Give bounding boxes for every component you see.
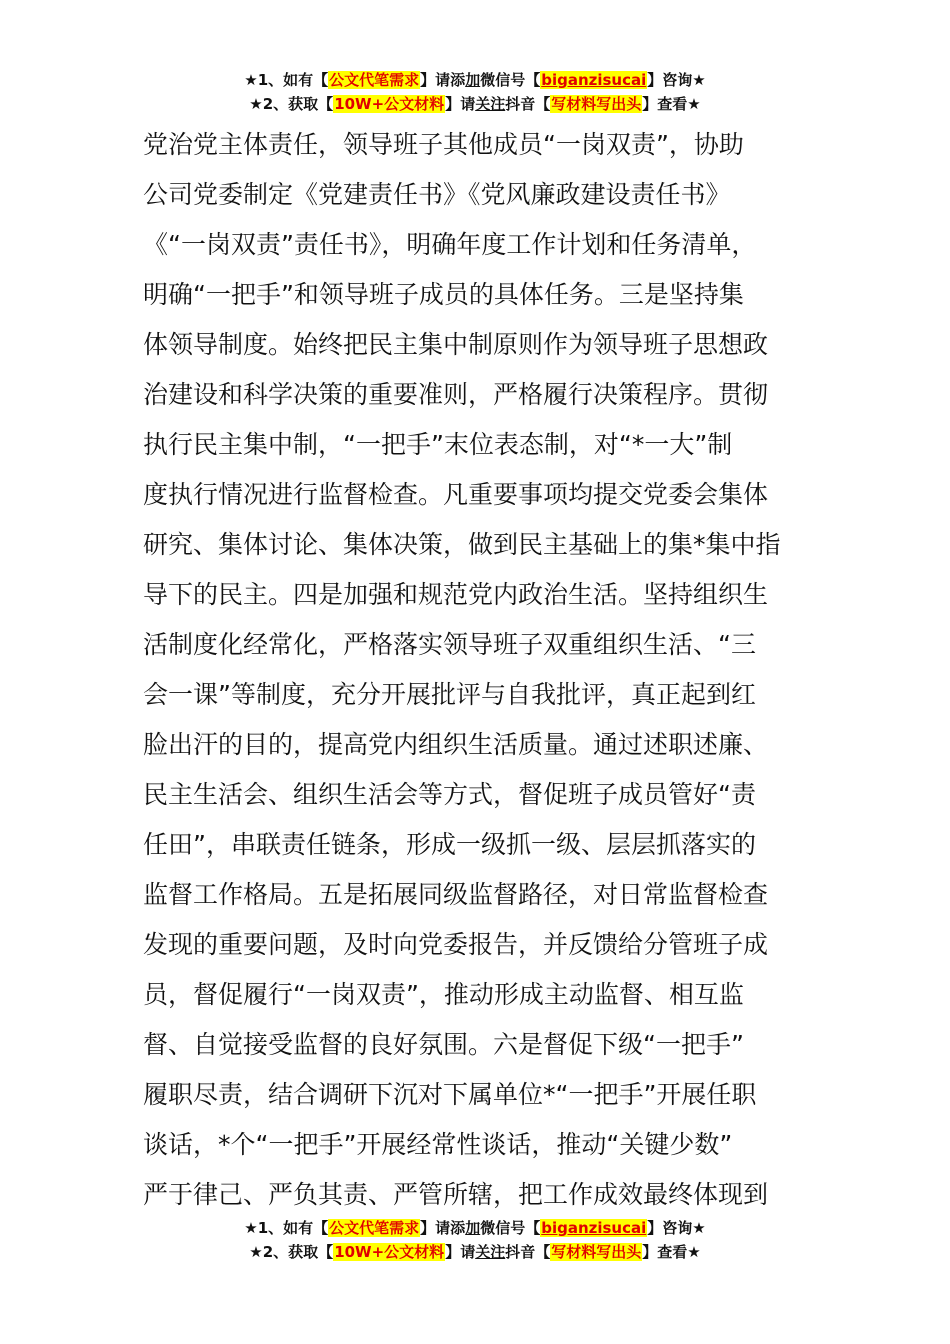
body-line: 督、自觉接受监督的良好氛围。六是督促下级“一把手”	[143, 1030, 744, 1059]
body-line: 任田”，串联责任链条，形成一级抓一级、层层抓落实的	[143, 830, 756, 859]
body-line: 治建设和科学决策的重要准则，严格履行决策程序。贯彻	[143, 380, 769, 409]
body-line: 监督工作格局。五是拓展同级监督路径，对日常监督检查	[143, 880, 769, 909]
body-line: 公司党委制定《党建责任书》《党风廉政建设责任书》	[143, 180, 731, 209]
body-line: 党治党主体责任，领导班子其他成员“一岗双责”，协助	[143, 130, 744, 159]
banner-text: ★1、如有【	[244, 71, 329, 89]
banner-text: 微信号【	[480, 1219, 541, 1237]
banner-highlight: 10W+公文材料	[334, 95, 445, 113]
banner-text: ★1、如有【	[244, 1219, 329, 1237]
banner-underline: 关注	[475, 95, 506, 113]
banner-text: 微信号【	[480, 71, 541, 89]
banner-wechat-id: biganzisucai	[541, 1219, 647, 1237]
body-line: 度执行情况进行监督检查。凡重要事项均提交党委会集体	[143, 480, 769, 509]
banner-text: ★2、获取【	[249, 95, 334, 113]
banner-highlight: 公文代笔需求	[329, 1219, 420, 1237]
banner-line-2	[0, 92, 950, 116]
banner-wechat-id: biganzisucai	[541, 71, 647, 89]
banner-text: 】请添	[420, 71, 466, 89]
banner-highlight: 10W+公文材料	[334, 1243, 445, 1261]
banner-text: 】咨询★	[647, 71, 706, 89]
body-line: 发现的重要问题，及时向党委报告，并反馈给分管班子成	[143, 930, 769, 959]
banner-line-2	[0, 1240, 950, 1264]
body-line: 员，督促履行“一岗双责”，推动形成主动监督、相互监	[143, 980, 744, 1009]
banner-underline: 加	[465, 1219, 481, 1237]
banner-text: 】请	[445, 95, 476, 113]
banner-line-1	[0, 1216, 950, 1240]
body-line: 谈话，*个“一把手”开展经常性谈话，推动“关键少数”	[143, 1130, 733, 1159]
header-banner	[0, 68, 950, 116]
banner-text: ★2、获取【	[249, 1243, 334, 1261]
banner-text: 抖音【	[505, 95, 551, 113]
body-line: 民主生活会、组织生活会等方式，督促班子成员管好“责	[143, 780, 756, 809]
banner-text: 】查看★	[642, 95, 701, 113]
banner-highlight: 写材料写出头	[551, 1243, 642, 1261]
body-line: 体领导制度。始终把民主集中制原则作为领导班子思想政	[143, 330, 769, 359]
banner-highlight: 公文代笔需求	[329, 71, 420, 89]
banner-underline: 加	[465, 71, 481, 89]
banner-text: 】咨询★	[647, 1219, 706, 1237]
body-line: 会一课”等制度，充分开展批评与自我批评，真正起到红	[143, 680, 756, 709]
body-line: 研究、集体讨论、集体决策，做到民主基础上的集*集中指	[143, 530, 781, 559]
banner-text: 】请	[445, 1243, 476, 1261]
body-line: 活制度化经常化，严格落实领导班子双重组织生活、“三	[143, 630, 756, 659]
banner-highlight: 写材料写出头	[551, 95, 642, 113]
banner-text: 】查看★	[642, 1243, 701, 1261]
banner-line-1	[0, 68, 950, 92]
document-body	[143, 120, 823, 1220]
body-line: 导下的民主。四是加强和规范党内政治生活。坚持组织生	[143, 580, 769, 609]
banner-underline: 关注	[475, 1243, 506, 1261]
banner-text: 抖音【	[505, 1243, 551, 1261]
body-line: 履职尽责，结合调研下沉对下属单位*“一把手”开展任职	[143, 1080, 757, 1109]
footer-banner	[0, 1216, 950, 1264]
body-line: 脸出汗的目的，提高党内组织生活质量。通过述职述廉、	[143, 730, 769, 759]
body-line: 《“一岗双责”责任书》，明确年度工作计划和任务清单，	[143, 230, 757, 259]
body-line: 执行民主集中制，“一把手”末位表态制，对“*一大”制	[143, 430, 733, 459]
body-line: 明确“一把手”和领导班子成员的具体任务。三是坚持集	[143, 280, 744, 309]
body-line: 严于律己、严负其责、严管所辖，把工作成效最终体现到	[143, 1180, 769, 1209]
banner-text: 】请添	[420, 1219, 466, 1237]
